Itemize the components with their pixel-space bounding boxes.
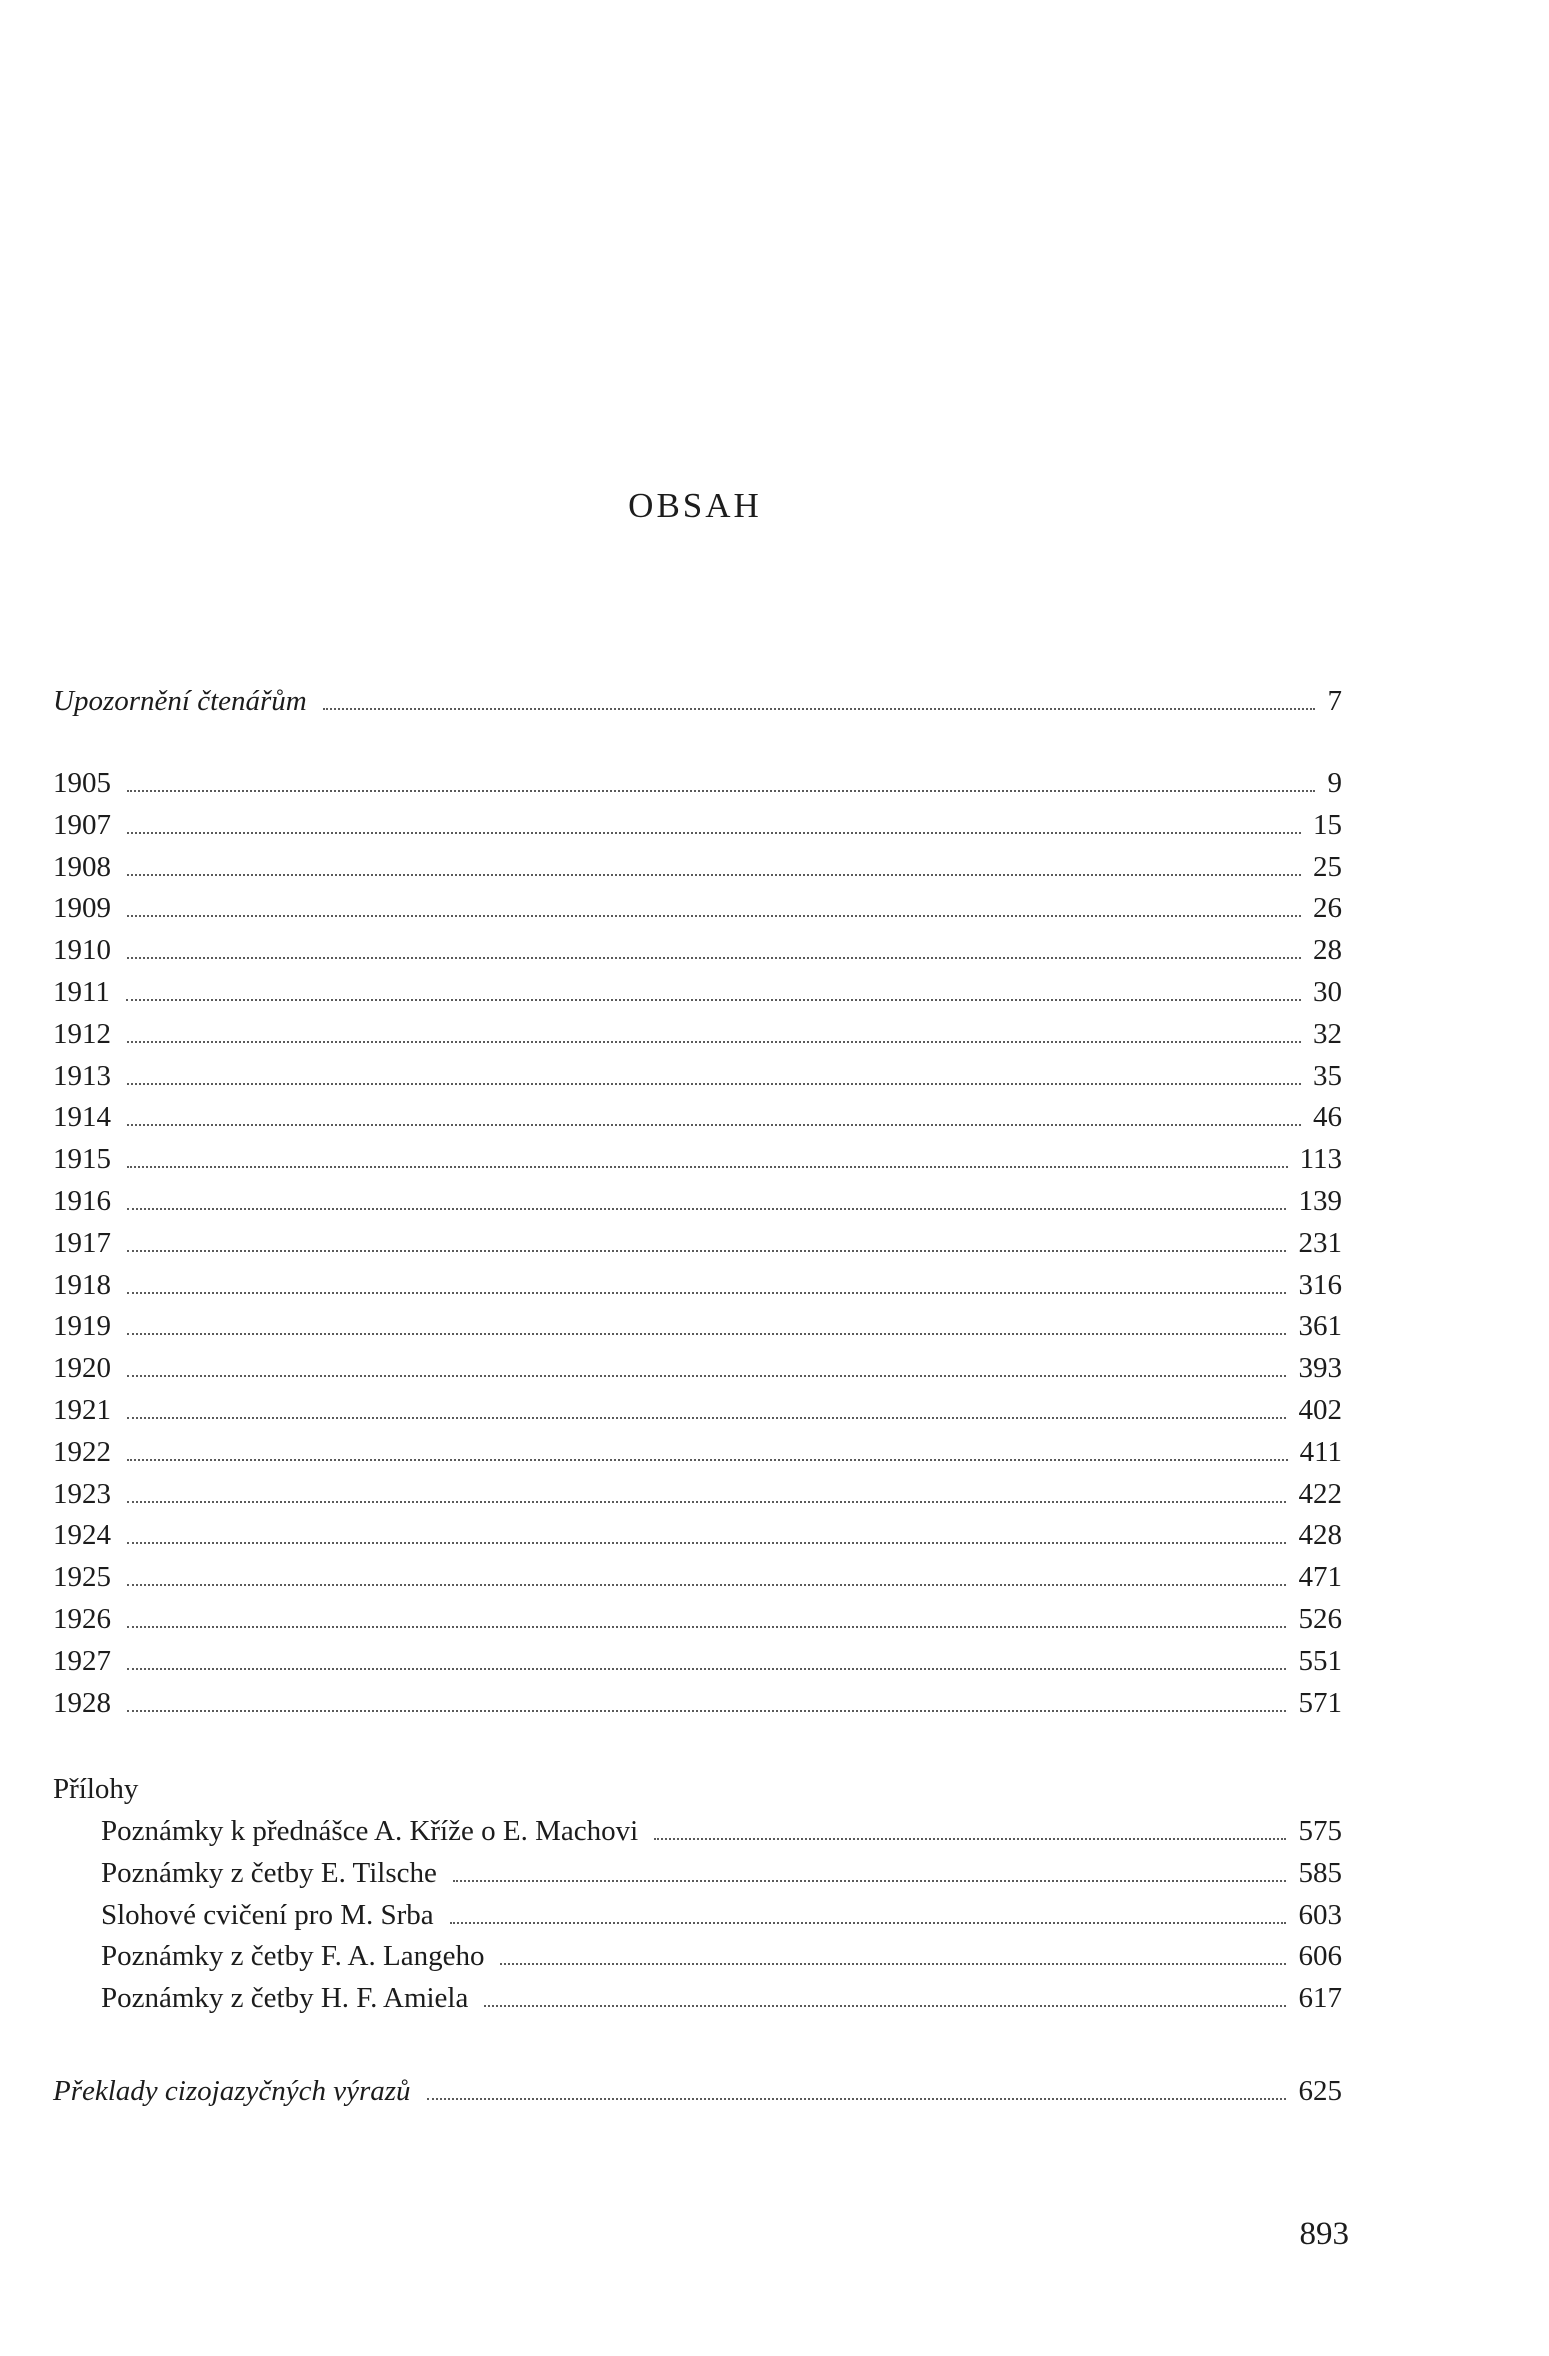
toc-entry <box>101 1810 1342 1852</box>
dot-leader <box>127 1208 1286 1210</box>
toc-entry-label: 1913 <box>53 1059 111 1092</box>
toc-entry-label: 1905 <box>53 767 111 799</box>
toc-entry-label: 1914 <box>53 1101 111 1134</box>
toc-entry-page: 139 <box>1298 1184 1342 1217</box>
toc-entry <box>53 1640 1342 1682</box>
dot-leader <box>127 1626 1286 1628</box>
toc-entry-label: Upozornění čtenářům <box>53 685 307 717</box>
dot-leader <box>453 1880 1286 1882</box>
toc-entry-label: 1911 <box>53 975 110 1008</box>
toc-entry-label: Překlady cizojazyčných výrazů <box>53 2075 411 2107</box>
toc-entry <box>53 804 1342 846</box>
toc-entry <box>53 1055 1342 1097</box>
dot-leader <box>127 957 1301 959</box>
toc-entry-label: 1927 <box>53 1644 111 1677</box>
toc-entry-label: 1926 <box>53 1602 111 1635</box>
page-title: OBSAH <box>628 486 762 525</box>
toc-entry <box>53 1222 1342 1264</box>
toc-entry <box>101 1977 1342 2019</box>
toc-entry-label: 1928 <box>53 1686 111 1719</box>
toc-entry <box>53 1682 1342 1724</box>
toc-entry-label: 1916 <box>53 1184 111 1217</box>
dot-leader <box>127 1542 1286 1544</box>
toc-entry-page: 26 <box>1313 892 1342 925</box>
dot-leader <box>127 790 1315 792</box>
toc-entry-page: 625 <box>1298 2075 1342 2107</box>
toc-entry-label: 1924 <box>53 1519 111 1552</box>
dot-leader <box>127 1083 1301 1085</box>
toc-entry-label: 1921 <box>53 1393 111 1426</box>
toc-translations-section <box>53 2070 1342 2112</box>
dot-leader <box>127 1250 1286 1252</box>
toc-entry-page: 411 <box>1299 1435 1342 1468</box>
toc-entry-label: 1915 <box>53 1143 111 1176</box>
toc-entry-page: 551 <box>1298 1644 1342 1677</box>
toc-entry-page: 113 <box>1299 1143 1342 1176</box>
toc-entry-label: 1912 <box>53 1017 111 1050</box>
toc-entry <box>53 1556 1342 1598</box>
toc-entry-page: 9 <box>1327 767 1342 799</box>
toc-entry-page: 15 <box>1313 808 1342 841</box>
dot-leader <box>127 915 1301 917</box>
toc-entry-label: 1920 <box>53 1352 111 1385</box>
toc-entry-page: 361 <box>1298 1310 1342 1343</box>
dot-leader <box>127 1710 1286 1712</box>
toc-entry-label: Poznámky k přednášce A. Kříže o E. Machovi <box>101 1815 639 1847</box>
page-number: 893 <box>1299 2216 1349 2252</box>
toc-entry-page: 25 <box>1313 850 1342 883</box>
toc-entry <box>53 1347 1342 1389</box>
dot-leader <box>127 1459 1288 1461</box>
toc-entry-label: 1918 <box>53 1268 111 1301</box>
toc-entry <box>53 846 1342 888</box>
toc-entry <box>53 1389 1342 1431</box>
toc-entry <box>53 1305 1342 1347</box>
toc-entry-label: 1910 <box>53 934 111 967</box>
toc-entry <box>53 1598 1342 1640</box>
appendix-heading: Přílohy <box>53 1773 139 1805</box>
toc-entry <box>53 1264 1342 1306</box>
toc-entry-page: 46 <box>1313 1101 1342 1134</box>
toc-entry-page: 571 <box>1298 1686 1342 1719</box>
toc-entry <box>101 1894 1342 1936</box>
toc-entry-page: 393 <box>1298 1352 1342 1385</box>
toc-entry-label: Poznámky z četby F. A. Langeho <box>101 1940 485 1973</box>
toc-entry-page: 35 <box>1313 1059 1342 1092</box>
toc-entry <box>101 1852 1342 1894</box>
toc-entry-label: 1923 <box>53 1477 111 1510</box>
toc-entry-page: 32 <box>1313 1017 1342 1050</box>
toc-entry <box>53 762 1342 804</box>
dot-leader <box>127 832 1301 834</box>
toc-entry-label: 1917 <box>53 1226 111 1259</box>
dot-leader <box>126 999 1301 1001</box>
toc-entry-label: 1908 <box>53 850 111 883</box>
toc-entry <box>53 1180 1342 1222</box>
toc-entry-label: 1907 <box>53 808 111 841</box>
toc-entry <box>53 887 1342 929</box>
dot-leader <box>127 1417 1286 1419</box>
dot-leader <box>323 708 1315 710</box>
toc-entry <box>53 1431 1342 1473</box>
toc-entry-page: 7 <box>1327 685 1342 717</box>
toc-entry <box>53 1013 1342 1055</box>
dot-leader <box>127 1041 1301 1043</box>
dot-leader <box>427 2098 1286 2100</box>
dot-leader <box>127 1375 1286 1377</box>
dot-leader <box>500 1963 1286 1965</box>
dot-leader <box>127 1124 1301 1126</box>
dot-leader <box>127 874 1301 876</box>
dot-leader <box>450 1922 1286 1924</box>
toc-entry-page: 28 <box>1313 934 1342 967</box>
toc-entry <box>53 1473 1342 1515</box>
toc-entry-page: 526 <box>1298 1602 1342 1635</box>
toc-entry-label: 1922 <box>53 1435 111 1468</box>
toc-entry-label: 1925 <box>53 1561 111 1594</box>
toc-entry-page: 575 <box>1298 1815 1342 1847</box>
toc-entry-page: 316 <box>1298 1268 1342 1301</box>
toc-entry-page: 617 <box>1298 1982 1342 2015</box>
toc-entry-foreword <box>53 680 1342 722</box>
toc-foreword-section <box>53 680 1342 722</box>
toc-entry-label: 1909 <box>53 892 111 925</box>
toc-years-list <box>53 762 1342 1723</box>
toc-entry-page: 471 <box>1298 1561 1342 1594</box>
toc-entry <box>101 1935 1342 1977</box>
toc-entry-page: 585 <box>1298 1856 1342 1889</box>
toc-entry <box>53 1096 1342 1138</box>
dot-leader <box>127 1166 1288 1168</box>
dot-leader <box>484 2005 1286 2007</box>
toc-entry-page: 402 <box>1298 1393 1342 1426</box>
dot-leader <box>127 1292 1286 1294</box>
toc-entry-label: Poznámky z četby H. F. Amiela <box>101 1982 469 2015</box>
dot-leader <box>127 1584 1286 1586</box>
toc-entry <box>53 929 1342 971</box>
toc-entry-page: 422 <box>1298 1477 1342 1510</box>
toc-entry-label: Poznámky z četby E. Tilsche <box>101 1856 437 1889</box>
toc-entry-translations <box>53 2070 1342 2112</box>
toc-entry <box>53 1138 1342 1180</box>
dot-leader <box>127 1668 1286 1670</box>
dot-leader <box>127 1501 1286 1503</box>
toc-entry-page: 606 <box>1298 1940 1342 1973</box>
toc-entry-page: 603 <box>1298 1898 1342 1931</box>
dot-leader <box>654 1838 1286 1840</box>
toc-entry <box>53 1514 1342 1556</box>
toc-entry-label: Slohové cvičení pro M. Srba <box>101 1898 434 1931</box>
toc-entry-page: 30 <box>1313 975 1342 1008</box>
toc-entry-page: 428 <box>1298 1519 1342 1552</box>
toc-entry-label: 1919 <box>53 1310 111 1343</box>
toc-entry <box>53 971 1342 1013</box>
toc-entry-page: 231 <box>1298 1226 1342 1259</box>
toc-appendix-list <box>101 1810 1342 2019</box>
dot-leader <box>127 1333 1286 1335</box>
